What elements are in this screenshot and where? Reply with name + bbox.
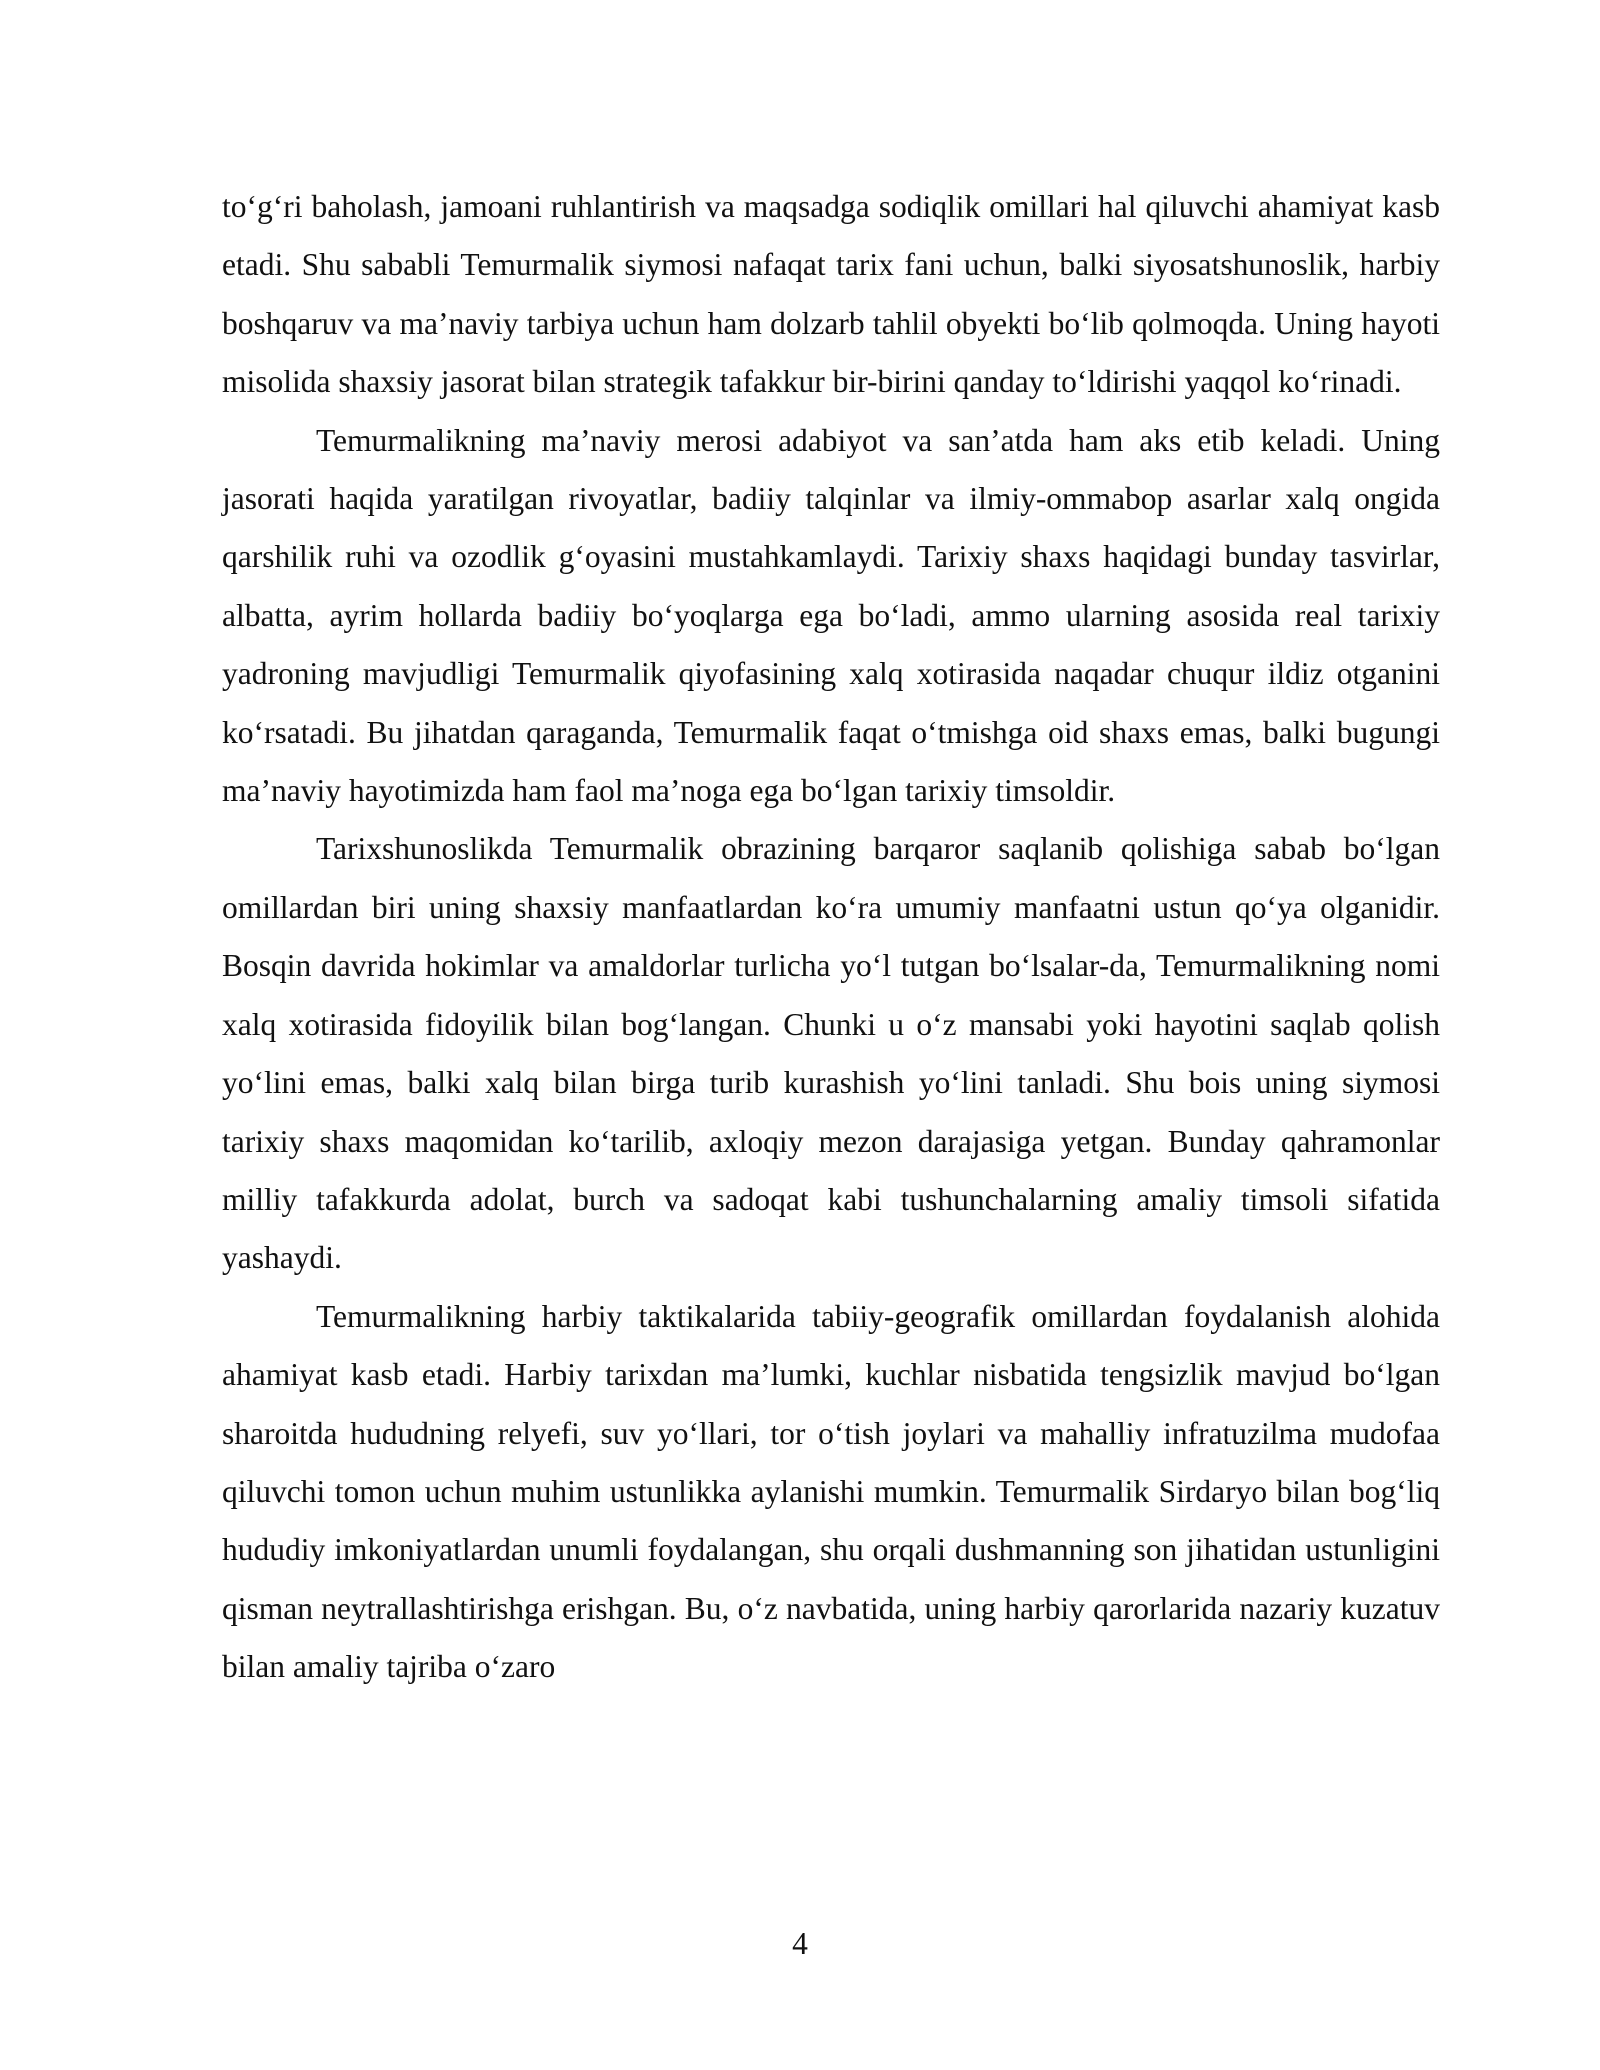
body-text: [222, 178, 1440, 1697]
paragraph-2: Temurmalikning ma’naviy merosi adabiyot va san’atda ham aks etib keladi. Uning jasorati haqida yaratilgan rivoyatlar, badiiy talqinlar va ilmiy-ommabop asarlar xalq ongida qarshilik ruhi va ozodlik g‘oyasini mustahkamlaydi. Tarixiy shaxs haqidagi bunday tasvirlar, albatta, ayrim hollarda badiiy bo‘yoqlarga ega bo‘ladi, ammo ularning asosida real tarixiy yadroning mavjudligi Temurmalik qiyofasining xalq xotirasida naqadar chuqur ildiz otganini ko‘rsatadi. Bu jihatdan qaraganda, Temurmalik faqat o‘tmishga oid shaxs emas, balki bugungi ma’naviy hayotimizda ham faol ma’noga ega bo‘lgan tarixiy timsoldir.: [222, 422, 1440, 809]
page-number: 4: [792, 1926, 808, 1961]
paragraph-4: Temurmalikning harbiy taktikalarida tabiiy-geografik omillardan foydalanish alohida ahamiyat kasb etadi. Harbiy tarixdan ma’lumki, kuchlar nisbatida tengsizlik mavjud bo‘lgan sharoitda hududning relyefi, suv yo‘llari, tor o‘tish joylari va mahalliy infratuzilma mudofaa qiluvchi tomon uchun muhim ustunlikka aylanishi mumkin. Temurmalik Sirdaryo bilan bog‘liq hududiy imkoniyatlardan unumli foydalangan, shu orqali dushmanning son jihatidan ustunligini qisman neytrallashtirishga erishgan. Bu, o‘z navbatida, uning harbiy qarorlarida nazariy kuzatuv bilan amaliy tajriba o‘zaro: [222, 1298, 1440, 1685]
paragraph-3: Tarixshunoslikda Temurmalik obrazining barqaror saqlanib qolishiga sabab bo‘lgan omillardan biri uning shaxsiy manfaatlardan ko‘ra umumiy manfaatni ustun qo‘ya olganidir. Bosqin davrida hokimlar va amaldorlar turlicha yo‘l tutgan bo‘lsalar-da, Temurmalikning nomi xalq xotirasida fidoyilik bilan bog‘langan. Chunki u o‘z mansabi yoki hayotini saqlab qolish yo‘lini emas, balki xalq bilan birga turib kurashish yo‘lini tanladi. Shu bois uning siymosi tarixiy shaxs maqomidan ko‘tarilib, axloqiy mezon darajasiga yetgan. Bunday qahramonlar milliy tafakkurda adolat, burch va sadoqat kabi tushunchalarning amaliy timsoli sifatida yashaydi.: [222, 831, 1440, 1276]
paragraph-1: to‘g‘ri baholash, jamoani ruhlantirish va maqsadga sodiqlik omillari hal qiluvchi ahamiyat kasb etadi. Shu sababli Temurmalik siymosi nafaqat tarix fani uchun, balki siyosatshunoslik, harbiy boshqaruv va ma’naviy tarbiya uchun ham dolzarb tahlil obyekti bo‘lib qolmoqda. Uning hayoti misolida shaxsiy jasorat bilan strategik tafakkur bir-birini qanday to‘ldirishi yaqqol ko‘rinadi.: [222, 189, 1440, 400]
